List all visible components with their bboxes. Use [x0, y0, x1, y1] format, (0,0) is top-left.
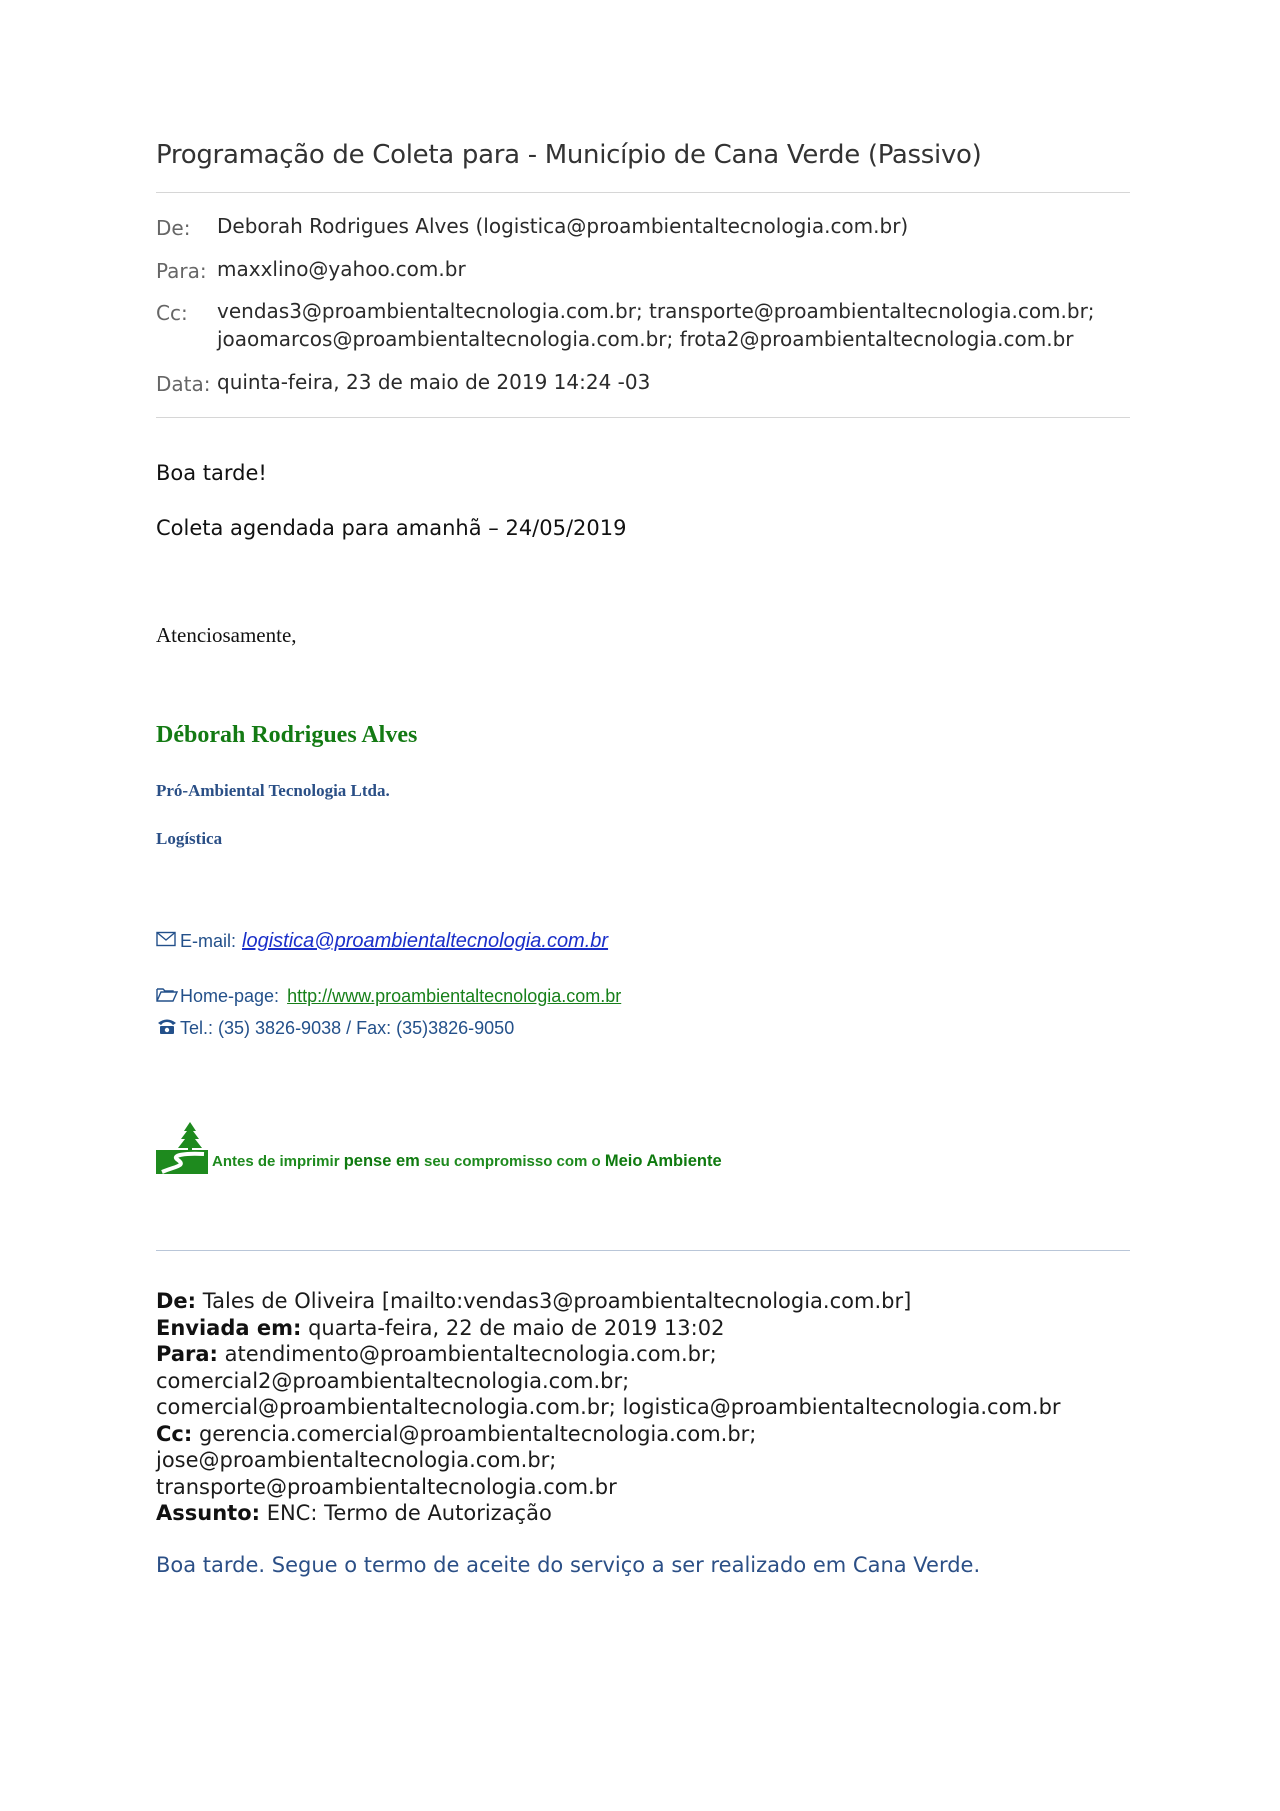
folder-icon: [156, 986, 180, 1007]
signature-email-row: [156, 930, 608, 953]
forwarded-body: Boa tarde. Segue o termo de aceite do serviço a ser realizado em Cana Verde.: [156, 1553, 981, 1577]
eco-text-3: seu compromisso com o: [424, 1153, 601, 1170]
forwarded-cc-value-line1: gerencia.comercial@proambientaltecnologia.com.br; jose@proambientaltecnologia.com.br;: [156, 1421, 757, 1472]
divider-header: [156, 417, 1130, 418]
divider-top: [156, 192, 1130, 193]
eco-message: [212, 1152, 722, 1171]
forwarded-to-row: [156, 1341, 1136, 1394]
forwarded-cc-value-line2: transporte@proambientaltecnologia.com.br: [156, 1474, 617, 1499]
body-greeting: Boa tarde!: [156, 461, 267, 485]
header-from-value[interactable]: Deborah Rodrigues Alves (logistica@proambientaltecnologia.com.br): [217, 214, 909, 238]
eco-text-2: pense em: [343, 1152, 420, 1170]
header-from-label: De:: [156, 216, 191, 240]
envelope-icon: [156, 931, 180, 952]
forwarded-sent-value: quarta-feira, 22 de maio de 2019 13:02: [308, 1315, 725, 1340]
forwarded-to-value-line2: comercial@proambientaltecnologia.com.br; logistica@proambientaltecnologia.com.br: [156, 1395, 1061, 1419]
signature-name: Déborah Rodrigues Alves: [156, 722, 418, 748]
forwarded-sent-label: Enviada em:: [156, 1315, 302, 1340]
forwarded-from-row: [156, 1288, 1136, 1315]
body-closing: Atenciosamente,: [156, 623, 297, 647]
signature-tel: Tel.: (35) 3826-9038 / Fax: (35)3826-9050: [180, 1018, 515, 1038]
signature-email-link[interactable]: logistica@proambientaltecnologia.com.br: [242, 930, 609, 952]
eco-text-1: Antes de imprimir: [212, 1153, 340, 1170]
forwarded-subject-value: ENC: Termo de Autorização: [266, 1501, 552, 1525]
header-cc-value-line2[interactable]: joaomarcos@proambientaltecnologia.com.br; frota2@proambientaltecnologia.com.br: [217, 327, 1074, 351]
forwarded-from-label: De:: [156, 1289, 197, 1313]
signature-department: Logística: [156, 829, 223, 848]
header-cc-label: Cc:: [156, 301, 188, 325]
eco-banner: [156, 1122, 722, 1179]
signature-home-row: [156, 986, 621, 1007]
forwarded-to-value-line1: atendimento@proambientaltecnologia.com.br; comercial2@proambientaltecnologia.com.br;: [156, 1342, 717, 1393]
telephone-icon: [156, 1017, 180, 1040]
forwarded-cc-label: Cc:: [156, 1421, 193, 1446]
eco-text-4: Meio Ambiente: [604, 1152, 722, 1170]
header-cc-value-line1[interactable]: vendas3@proambientaltecnologia.com.br; transporte@proambientaltecnologia.com.br;: [217, 299, 1095, 323]
body-line1: Coleta agendada para amanhã – 24/05/2019: [156, 516, 627, 540]
header-date-value: quinta-feira, 23 de maio de 2019 14:24 -03: [217, 370, 651, 394]
signature-home-label: Home-page:: [180, 986, 280, 1006]
forwarded-subject-row: [156, 1500, 1136, 1527]
email-subject: Programação de Coleta para - Município de Cana Verde (Passivo): [156, 140, 982, 170]
header-to-value[interactable]: maxxlino@yahoo.com.br: [217, 257, 466, 281]
forwarded-from-value: Tales de Oliveira [mailto:vendas3@proambientaltecnologia.com.br]: [202, 1289, 912, 1313]
forwarded-sent-row: [156, 1315, 1136, 1342]
forwarded-cc-row: [156, 1421, 1136, 1474]
signature-email-label: E-mail:: [180, 931, 237, 951]
forwarded-subject-label: Assunto:: [156, 1501, 261, 1525]
tree-road-logo: [156, 1122, 208, 1179]
divider-forward: [156, 1250, 1130, 1251]
forwarded-header: [156, 1288, 1136, 1527]
header-to-label: Para:: [156, 259, 207, 283]
signature-company: Pró-Ambiental Tecnologia Ltda.: [156, 781, 390, 800]
signature-home-link[interactable]: http://www.proambientaltecnologia.com.br: [287, 986, 622, 1006]
forwarded-to-label: Para:: [156, 1342, 218, 1366]
signature-tel-row: [156, 1017, 514, 1040]
header-date-label: Data:: [156, 372, 211, 396]
